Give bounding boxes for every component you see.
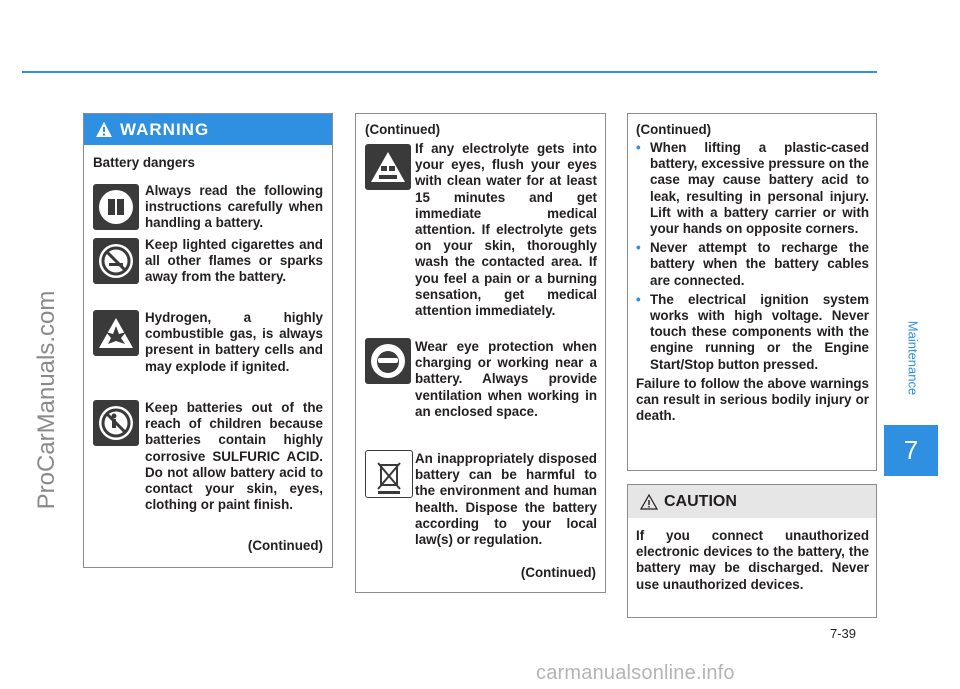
warning-footer-text: Failure to follow the above warnings can result in serious bodily injury or death.: [636, 375, 869, 424]
middle-item-text: If any electrolyte gets into your eyes, flush your eyes with clean water for at least 15 minutes and get immediate medical attention. If electrolyte gets on your skin, thoroughly wash the contacted area. If you feel a pain or a burning sensation, get medical attention immediately.: [415, 141, 597, 319]
caution-box: [627, 484, 877, 618]
bullet-item: • The electrical ignition system works with high voltage. Never touch these components with the engine running or the Engine Start/Stop button pressed.: [636, 292, 869, 373]
manual-book-icon: [93, 184, 139, 230]
warning-item-text: Always read the following instructions carefully when handling a battery.: [145, 183, 323, 231]
section-side-label: [903, 298, 923, 418]
crossed-bin-icon: [365, 450, 413, 498]
caution-triangle-icon: [640, 494, 658, 510]
warning-triangle-icon: [96, 122, 112, 137]
bullet-item: • When lifting a plastic-cased battery, excessive pressure on the case may cause battery acid to leak, resulting in personal injury. Lift with a battery carrier or with your hands on opposite corners.: [636, 140, 869, 237]
continued-warning-box-right: [627, 113, 877, 471]
middle-item-text: An inappropriately disposed battery can be harmful to the environment and human health. Dispose the battery according to your local law(s) or regulation.: [415, 451, 597, 548]
top-rule: [22, 71, 877, 73]
continued-label: (Continued): [636, 122, 712, 137]
middle-item-text: Wear eye protection when charging or working near a battery. Always provide ventilation when working in an enclosed space.: [415, 339, 597, 419]
warning-item-text: Keep lighted cigarettes and all other flames or sparks away from the battery.: [145, 237, 323, 285]
watermark-carmanualsonline: carmanualsonline.info: [536, 662, 735, 684]
page-number: 7-39: [830, 626, 857, 641]
bullet-item: • Never attempt to recharge the battery when the battery cables are connected.: [636, 240, 869, 289]
caution-header-label: CAUTION: [664, 492, 737, 510]
no-smoking-flame-icon: [93, 238, 139, 284]
explosion-hazard-icon: [93, 310, 139, 356]
watermark-procarmanuals: ProCarManuals.com: [33, 290, 60, 510]
caution-text: If you connect unauthorized electronic devices to the battery, the battery may be discharged. Never use unauthorized devices.: [636, 528, 869, 592]
caution-header: [628, 485, 876, 518]
chapter-tab: 7: [884, 425, 938, 476]
warning-item-text: Hydrogen, a highly combustible gas, is always present in battery cells and may explode if ignited.: [145, 310, 323, 374]
continued-warning-box: [355, 113, 606, 593]
section-label-text: Maintenance: [905, 320, 921, 396]
warning-box: [83, 113, 333, 568]
warning-header-label: WARNING: [120, 119, 210, 139]
continued-label: (Continued): [520, 565, 596, 580]
warning-item-text: Keep batteries out of the reach of children because batteries contain highly corrosive SULFURIC ACID. Do not allow battery acid to contact your skin, eyes, clothing or paint finish.: [145, 400, 323, 513]
continued-label: (Continued): [247, 538, 323, 553]
corrosive-acid-icon: [365, 144, 411, 190]
keep-away-children-icon: [93, 400, 139, 446]
battery-dangers-heading: Battery dangers: [93, 155, 195, 170]
continued-label: (Continued): [365, 122, 441, 137]
eye-protection-icon: [365, 338, 411, 384]
warning-header: [84, 114, 332, 145]
